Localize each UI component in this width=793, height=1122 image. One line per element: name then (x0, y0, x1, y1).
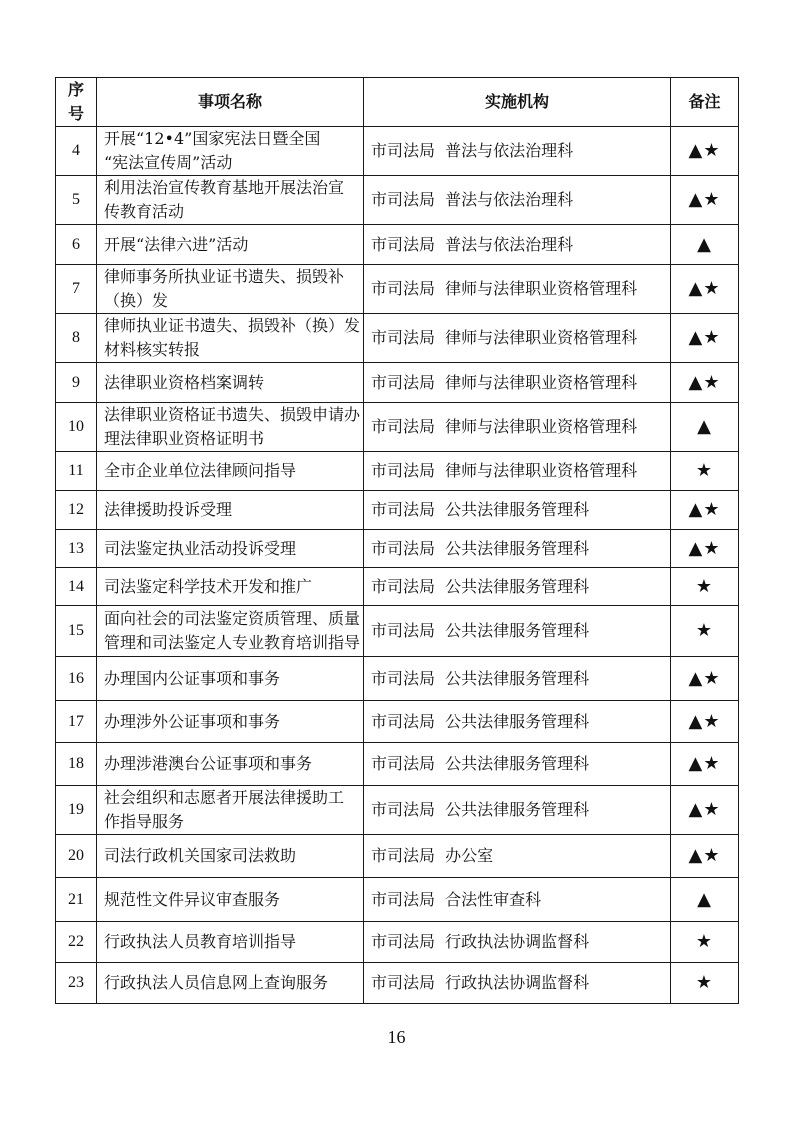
cell-no: 16 (56, 657, 97, 701)
cell-no: 7 (56, 265, 97, 314)
cell-name-line: 司法行政机关国家司法救助 (104, 846, 297, 865)
cell-name (97, 743, 364, 786)
cell-org: 市司法局 合法性审查科 (364, 878, 671, 922)
cell-note: ★ (671, 922, 739, 963)
cell-note: ▲★ (671, 491, 739, 530)
cell-org: 市司法局 公共法律服务管理科 (364, 657, 671, 701)
cell-no: 11 (56, 452, 97, 491)
cell-name (97, 176, 364, 225)
cell-note: ▲★ (671, 530, 739, 568)
cell-org: 市司法局 公共法律服务管理科 (364, 568, 671, 606)
cell-name (97, 127, 364, 176)
table-row (56, 225, 739, 265)
cell-name (97, 963, 364, 1004)
header-name: 事项名称 (97, 78, 364, 127)
table-row (56, 363, 739, 403)
cell-name (97, 835, 364, 878)
cell-org: 市司法局 公共法律服务管理科 (364, 606, 671, 657)
cell-org: 市司法局 公共法律服务管理科 (364, 530, 671, 568)
cell-no: 18 (56, 743, 97, 786)
cell-name (97, 568, 364, 606)
cell-org: 市司法局 律师与法律职业资格管理科 (364, 452, 671, 491)
cell-no: 10 (56, 403, 97, 452)
cell-name-line: “宪法宣传周”活动 (104, 153, 233, 172)
cell-no: 21 (56, 878, 97, 922)
table-row (56, 265, 739, 314)
cell-name-line: 行政执法人员教育培训指导 (104, 932, 297, 951)
cell-name-line: 传教育活动 (104, 202, 185, 221)
cell-org: 市司法局 公共法律服务管理科 (364, 491, 671, 530)
cell-note: ▲★ (671, 701, 739, 743)
table-row (56, 314, 739, 363)
table-row (56, 963, 739, 1004)
cell-name-line: 司法鉴定执业活动投诉受理 (104, 538, 297, 558)
cell-name (97, 878, 364, 922)
page-number: 16 (387, 1027, 406, 1047)
cell-org: 市司法局 律师与法律职业资格管理科 (364, 363, 671, 403)
table-row (56, 835, 739, 878)
cell-note: ▲ (671, 878, 739, 922)
table-row (56, 127, 739, 176)
cell-name-line: 法律职业资格证书遗失、损毁申请办 (104, 405, 361, 424)
cell-name (97, 922, 364, 963)
cell-name (97, 606, 364, 657)
cell-name-line: 律师事务所执业证书遗失、损毁补 (104, 267, 345, 286)
cell-no: 8 (56, 314, 97, 363)
cell-name (97, 314, 364, 363)
cell-note: ▲★ (671, 657, 739, 701)
cell-no: 20 (56, 835, 97, 878)
cell-name (97, 530, 364, 568)
header-no-line: 序 (67, 80, 84, 99)
cell-org: 市司法局 办公室 (364, 835, 671, 878)
table-row (56, 606, 739, 657)
table-row (56, 403, 739, 452)
cell-note: ▲ (671, 225, 739, 265)
cell-note: ▲★ (671, 265, 739, 314)
cell-name-line: 理法律职业资格证明书 (104, 429, 265, 448)
table-row (56, 922, 739, 963)
cell-name (97, 701, 364, 743)
header-row (56, 78, 739, 127)
cell-org: 市司法局 律师与法律职业资格管理科 (364, 265, 671, 314)
cell-name-line: 办理涉港澳台公证事项和事务 (104, 754, 313, 773)
cell-note: ★ (671, 963, 739, 1004)
cell-name-line: 办理涉外公证事项和事务 (104, 711, 281, 731)
cell-org: 市司法局 公共法律服务管理科 (364, 701, 671, 743)
cell-note: ▲★ (671, 127, 739, 176)
items-table (55, 77, 739, 1004)
header-no (56, 78, 97, 127)
cell-no: 15 (56, 606, 97, 657)
cell-name-line: 开展“法律六进”活动 (104, 234, 249, 254)
cell-note: ★ (671, 606, 739, 657)
cell-name (97, 657, 364, 701)
table-row (56, 452, 739, 491)
table-row (56, 176, 739, 225)
cell-no: 14 (56, 568, 97, 606)
table-row (56, 743, 739, 786)
cell-no: 17 (56, 701, 97, 743)
cell-org: 市司法局 普法与依法治理科 (364, 225, 671, 265)
table-row (56, 530, 739, 568)
cell-name (97, 452, 364, 491)
cell-note: ▲★ (671, 743, 739, 786)
cell-name-line: 律师执业证书遗失、损毁补（换）发 (104, 316, 361, 335)
cell-no: 4 (56, 127, 97, 176)
cell-name (97, 403, 364, 452)
cell-name-line: 行政执法人员信息网上查询服务 (104, 973, 329, 992)
cell-org: 市司法局 公共法律服务管理科 (364, 786, 671, 835)
table-body (56, 127, 739, 1004)
cell-name (97, 786, 364, 835)
cell-name-line: （换）发 (104, 291, 169, 310)
cell-name (97, 491, 364, 530)
cell-no: 13 (56, 530, 97, 568)
cell-no: 9 (56, 363, 97, 403)
header-org: 实施机构 (364, 78, 671, 127)
cell-no: 23 (56, 963, 97, 1004)
cell-name-line: 司法鉴定科学技术开发和推广 (104, 576, 313, 596)
cell-no: 19 (56, 786, 97, 835)
cell-name-line: 面向社会的司法鉴定资质管理、质量 (104, 609, 361, 628)
cell-no: 5 (56, 176, 97, 225)
header-note: 备注 (671, 78, 739, 127)
table-row (56, 701, 739, 743)
cell-name-line: 全市企业单位法律顾问指导 (104, 461, 297, 480)
cell-no: 22 (56, 922, 97, 963)
cell-name (97, 225, 364, 265)
cell-note: ▲★ (671, 314, 739, 363)
table-row (56, 568, 739, 606)
cell-org: 市司法局 普法与依法治理科 (364, 176, 671, 225)
cell-name-line: 法律援助投诉受理 (104, 500, 233, 519)
header-no-line: 号 (67, 104, 84, 123)
cell-note: ▲★ (671, 835, 739, 878)
cell-name (97, 265, 364, 314)
table-row (56, 786, 739, 835)
cell-no: 6 (56, 225, 97, 265)
cell-org: 市司法局 公共法律服务管理科 (364, 743, 671, 786)
cell-name (97, 363, 364, 403)
cell-name-line: 社会组织和志愿者开展法律援助工 (104, 788, 345, 807)
cell-org: 市司法局 行政执法协调监督科 (364, 922, 671, 963)
cell-org: 市司法局 普法与依法治理科 (364, 127, 671, 176)
cell-name-line: 规范性文件异议审查服务 (104, 889, 281, 909)
table-row (56, 878, 739, 922)
cell-note: ▲ (671, 403, 739, 452)
cell-name-line: 作指导服务 (104, 812, 185, 831)
table-row (56, 491, 739, 530)
cell-note: ▲★ (671, 786, 739, 835)
cell-name-line: 法律职业资格档案调转 (104, 372, 265, 392)
cell-name-line: 利用法治宣传教育基地开展法治宣 (104, 178, 345, 197)
cell-no: 12 (56, 491, 97, 530)
cell-name-line: 办理国内公证事项和事务 (104, 668, 281, 688)
cell-org: 市司法局 律师与法律职业资格管理科 (364, 403, 671, 452)
cell-name-line: 管理和司法鉴定人专业教育培训指导 (104, 633, 361, 652)
cell-note: ▲★ (671, 363, 739, 403)
cell-org: 市司法局 行政执法协调监督科 (364, 963, 671, 1004)
cell-org: 市司法局 律师与法律职业资格管理科 (364, 314, 671, 363)
cell-name-line: 开展“12•4”国家宪法日暨全国 (104, 129, 321, 148)
cell-note: ★ (671, 452, 739, 491)
cell-note: ★ (671, 568, 739, 606)
table-header (56, 78, 739, 127)
cell-name-line: 材料核实转报 (104, 340, 201, 359)
cell-note: ▲★ (671, 176, 739, 225)
table-row (56, 657, 739, 701)
